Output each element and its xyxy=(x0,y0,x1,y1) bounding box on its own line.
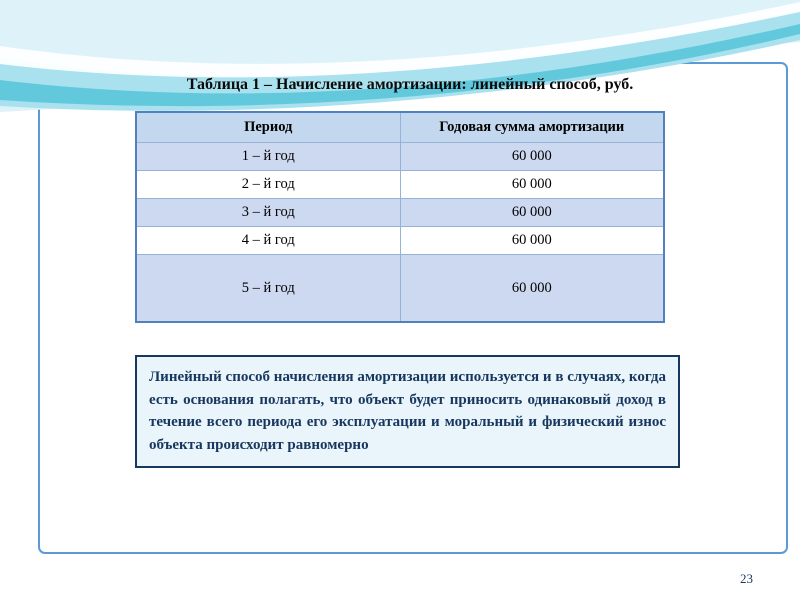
amount-cell: 60 000 xyxy=(400,143,664,171)
table-header-period: Период xyxy=(136,112,400,143)
amount-cell: 60 000 xyxy=(400,227,664,255)
note-text: Линейный способ начисления амортизации используется и в случаях, когда есть основания полагать, что объект будет приносить одинаковый доход в течение всего периода его эксплуатации и моральный и физический износ объекта происходит равномерно xyxy=(149,369,666,453)
period-cell: 2 – й год xyxy=(136,171,400,199)
table-row xyxy=(136,199,664,227)
table-row xyxy=(136,171,664,199)
table-header-row xyxy=(136,112,664,143)
table-row xyxy=(136,143,664,171)
amount-cell: 60 000 xyxy=(400,171,664,199)
amount-cell: 60 000 xyxy=(400,255,664,323)
period-cell: 5 – й год xyxy=(136,255,400,323)
period-cell: 4 – й год xyxy=(136,227,400,255)
amount-cell: 60 000 xyxy=(400,199,664,227)
slide-title: Таблица 1 – Начисление амортизации: линейный способ, руб. xyxy=(186,76,634,93)
page-number: 23 xyxy=(740,571,753,586)
table-header-amount: Годовая сумма амортизации xyxy=(400,112,664,143)
note-box xyxy=(135,355,680,468)
period-cell: 3 – й год xyxy=(136,199,400,227)
table-row xyxy=(136,255,664,323)
table-row xyxy=(136,227,664,255)
amortization-table xyxy=(135,111,665,323)
period-cell: 1 – й год xyxy=(136,143,400,171)
